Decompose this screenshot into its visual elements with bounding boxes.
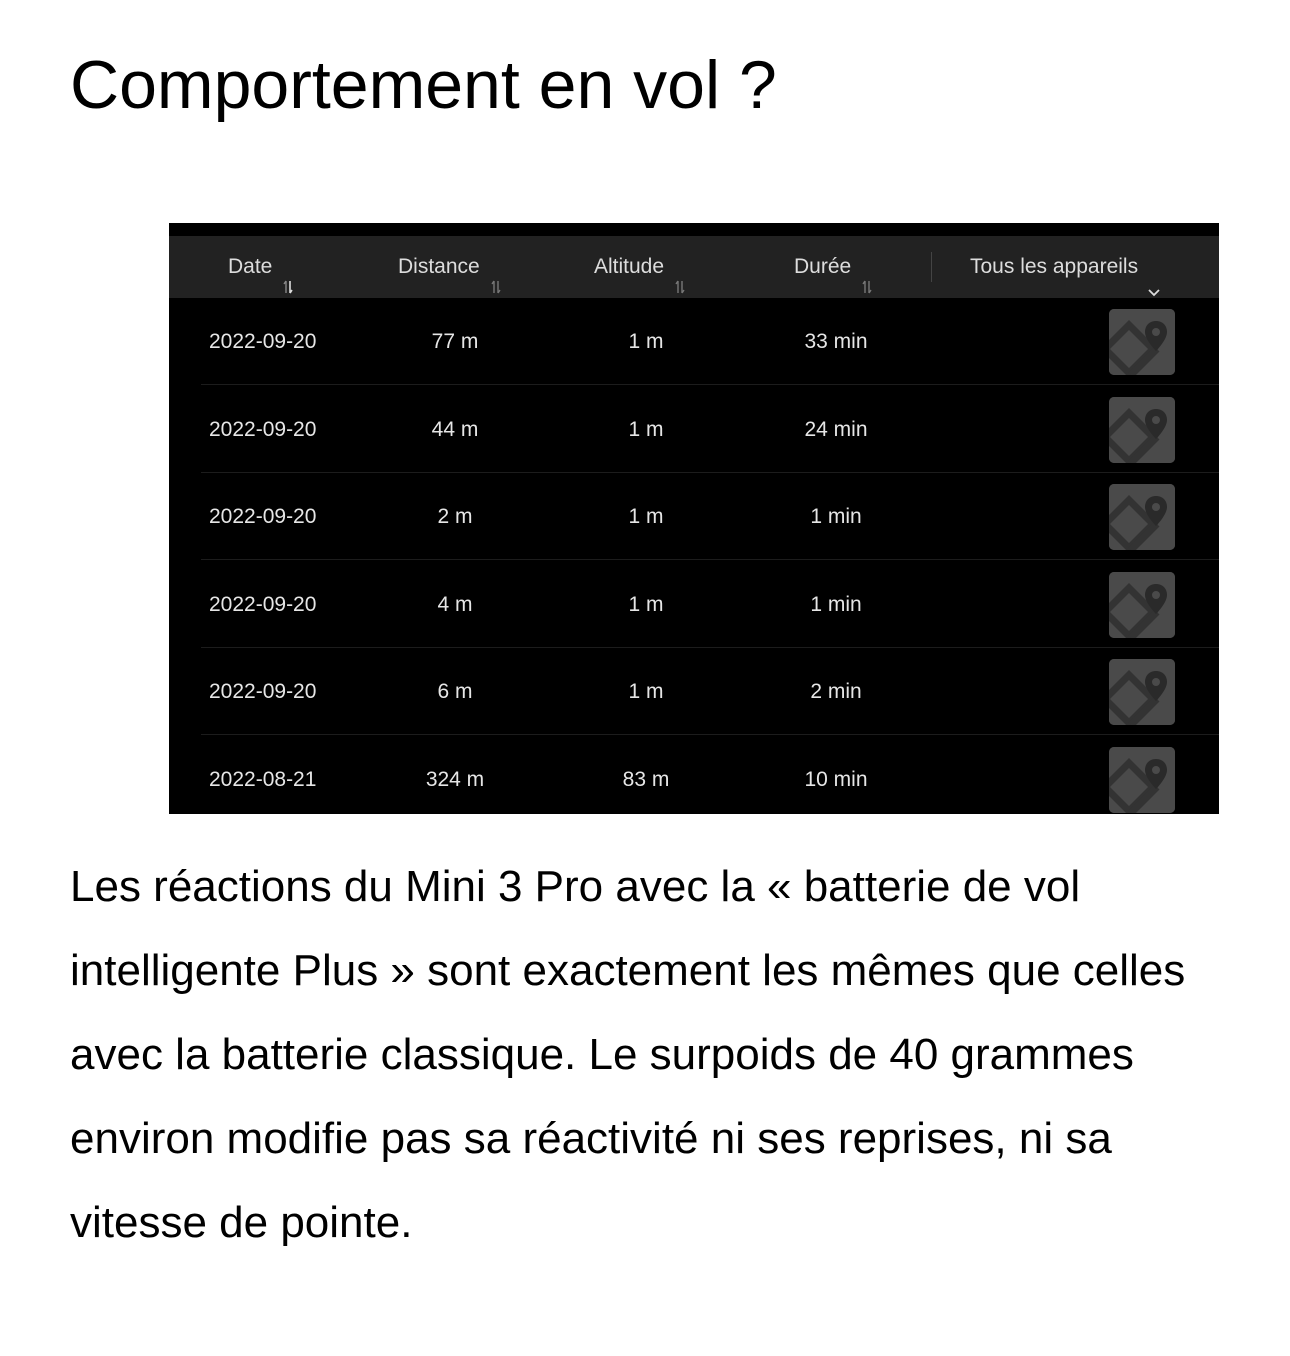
cell-date: 2022-08-21 <box>209 767 317 791</box>
cell-duration: 2 min <box>810 680 862 703</box>
devices-filter-dropdown[interactable] <box>970 236 1160 298</box>
sort-icon[interactable] <box>861 257 873 271</box>
map-pin-icon <box>1109 747 1175 813</box>
column-header-distance-label: Distance <box>398 255 480 278</box>
cell-date: 2022-09-20 <box>209 680 317 703</box>
table-header <box>169 236 1219 298</box>
column-header-altitude[interactable] <box>594 236 686 298</box>
map-thumbnail[interactable] <box>1109 397 1175 463</box>
table-row[interactable] <box>169 386 1219 473</box>
cell-distance: 77 m <box>431 330 479 353</box>
cell-distance: 4 m <box>437 592 473 616</box>
cell-date: 2022-09-20 <box>209 505 317 528</box>
sort-icon[interactable] <box>674 257 686 271</box>
map-pin-icon <box>1109 659 1175 725</box>
sort-icon[interactable] <box>490 257 502 271</box>
flight-log-screenshot <box>169 223 1219 814</box>
map-thumbnail[interactable] <box>1109 572 1175 638</box>
chevron-down-icon[interactable] <box>1148 260 1160 268</box>
map-thumbnail[interactable] <box>1109 659 1175 725</box>
header-divider <box>931 252 932 282</box>
column-header-duration-label: Durée <box>794 255 852 278</box>
table-row[interactable] <box>169 298 1219 385</box>
cell-duration: 10 min <box>804 767 868 791</box>
column-header-duration[interactable] <box>794 236 873 298</box>
map-pin-icon <box>1109 397 1175 463</box>
cell-altitude: 83 m <box>622 767 670 791</box>
cell-distance: 2 m <box>437 505 473 528</box>
cell-altitude: 1 m <box>628 330 664 353</box>
cell-date: 2022-09-20 <box>209 592 317 616</box>
cell-distance: 44 m <box>431 417 479 441</box>
cell-altitude: 1 m <box>628 592 664 616</box>
cell-distance: 324 m <box>425 767 485 791</box>
table-row[interactable] <box>169 561 1219 648</box>
column-header-date-label: Date <box>228 255 273 278</box>
map-thumbnail[interactable] <box>1109 484 1175 550</box>
article-paragraph: Les réactions du Mini 3 Pro avec la « batterie de vol intelligente Plus » sont exactement les mêmes que celles avec la batterie classique. Le surpoids de 40 grammes environ modifie pas sa réactivité ni ses reprises, ni sa vitesse de pointe. <box>70 862 1186 1247</box>
cell-altitude: 1 m <box>628 505 664 528</box>
cell-duration: 24 min <box>804 417 868 441</box>
cell-altitude: 1 m <box>628 680 664 703</box>
cell-distance: 6 m <box>437 680 473 703</box>
cell-duration: 1 min <box>810 592 862 616</box>
sort-icon[interactable] <box>282 257 294 271</box>
cell-date: 2022-09-20 <box>209 330 317 353</box>
map-pin-icon <box>1109 572 1175 638</box>
map-thumbnail[interactable] <box>1109 747 1175 813</box>
cell-date: 2022-09-20 <box>209 417 317 441</box>
table-row[interactable] <box>169 473 1219 560</box>
page-title: Comportement en vol ? <box>70 47 777 123</box>
map-thumbnail[interactable] <box>1109 309 1175 375</box>
table-row[interactable] <box>169 736 1219 815</box>
cell-duration: 33 min <box>804 330 868 353</box>
column-header-distance[interactable] <box>398 236 502 298</box>
table-row[interactable] <box>169 648 1219 735</box>
devices-filter-label: Tous les appareils <box>970 255 1139 278</box>
column-header-date[interactable] <box>228 236 294 298</box>
column-header-altitude-label: Altitude <box>594 255 665 278</box>
map-pin-icon <box>1109 484 1175 550</box>
map-pin-icon <box>1109 309 1175 375</box>
cell-altitude: 1 m <box>628 417 664 441</box>
cell-duration: 1 min <box>810 505 862 528</box>
